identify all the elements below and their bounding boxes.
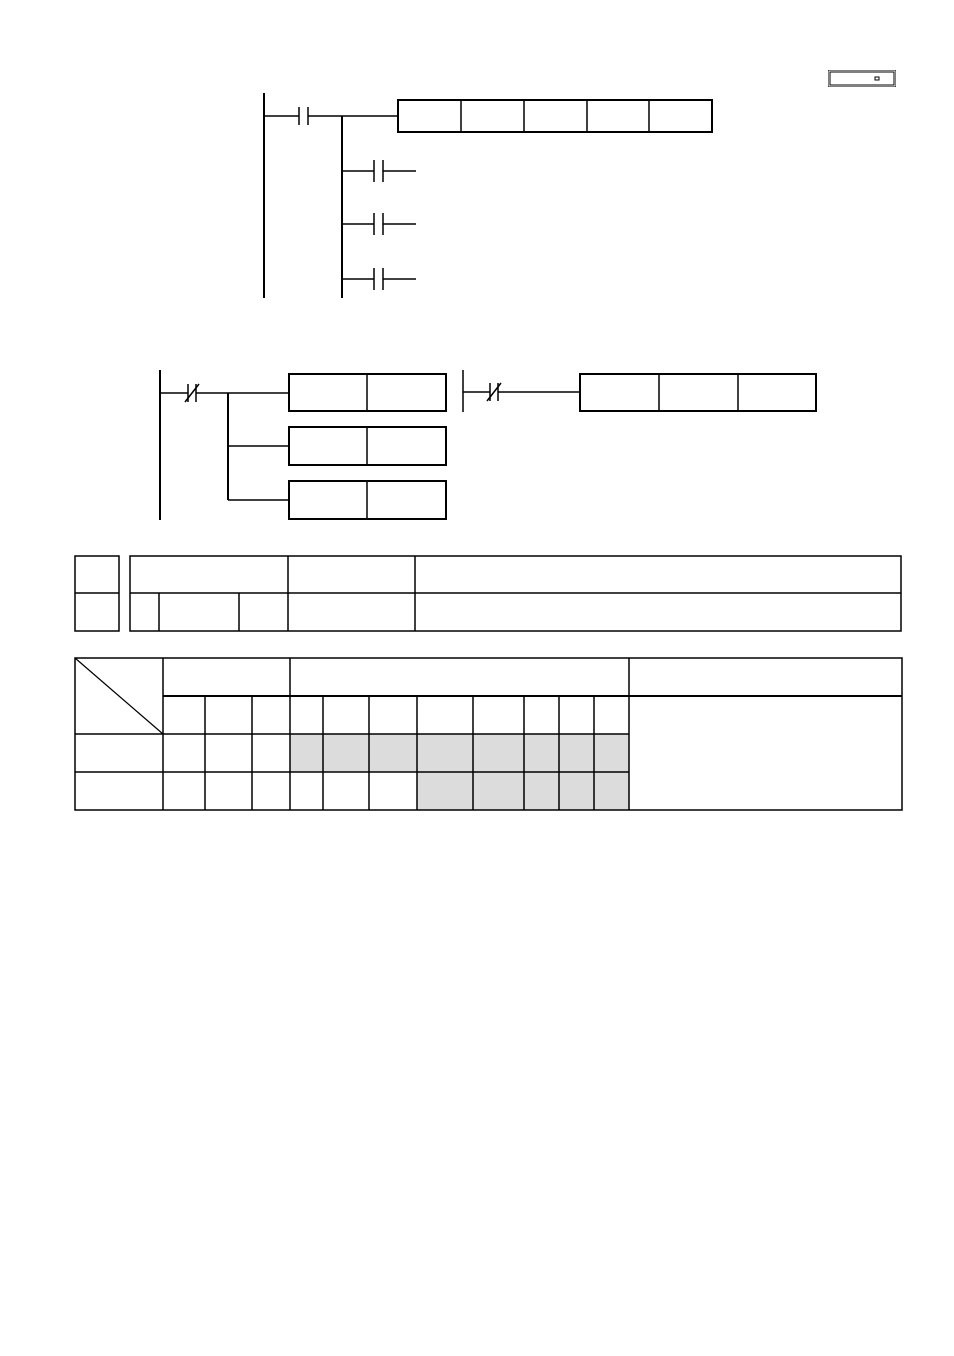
shaded-cells (417, 772, 629, 810)
ladder-diagram-2 (160, 370, 816, 520)
instruction-box (289, 374, 446, 411)
normally-open-contact-icon (374, 268, 383, 290)
operand-device-table (75, 658, 902, 810)
normally-open-contact-icon (374, 213, 383, 235)
ladder-diagram-1 (264, 93, 712, 298)
instruction-box (580, 374, 816, 411)
normally-open-contact-icon (299, 107, 308, 125)
header-diagonal (75, 658, 163, 734)
instruction-box (289, 481, 446, 519)
shaded-cells (290, 734, 629, 772)
instruction-box (289, 427, 446, 465)
normally-open-contact-icon (374, 160, 383, 182)
instruction-box (398, 100, 712, 132)
instruction-info-table (75, 556, 901, 631)
